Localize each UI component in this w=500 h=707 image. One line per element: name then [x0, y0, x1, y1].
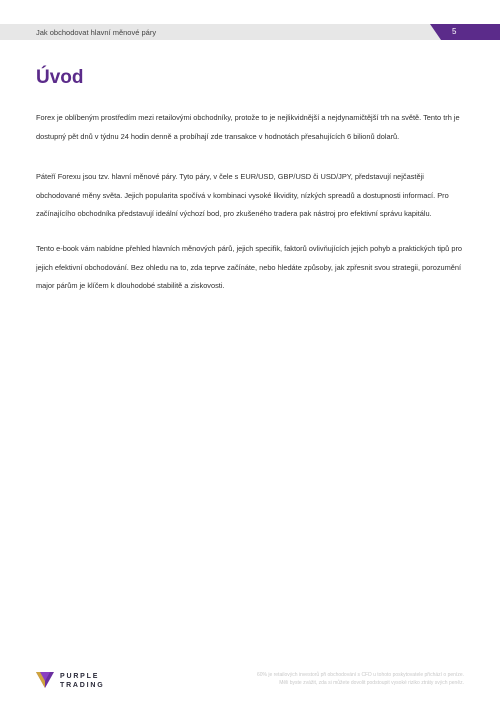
risk-disclaimer-line2: Měli byste zvážit, zda si můžete dovolit podstoupit vysoké riziko ztráty svých peněz. [279, 680, 464, 686]
page-number: 5 [452, 27, 457, 36]
paragraph-ebook-overview: Tento e-book vám nabídne přehled hlavních měnových párů, jejich specifik, faktorů ovlivňujících jejich pohyb a praktických tipů pro jejich efektivní obchodování. Bez ohledu na to, zda teprve začínáte, nebo hledáte způsoby, jak zpřesnit svou strategii, porozumění major párům je klíčem k dlouhodobé stabilitě a ziskovosti. [36, 244, 463, 291]
risk-disclaimer-line1: 60% je retailových investorů při obchodování s CFD u tohoto poskytovatele přichází o peníze. [256, 672, 464, 678]
document-title: Jak obchodovat hlavní měnové páry [36, 28, 157, 37]
risk-disclaimer [190, 671, 464, 687]
logo-triangle-icon [36, 672, 54, 688]
paragraph-intro-forex: Forex je oblíbeným prostředím mezi retailovými obchodníky, protože to je nejlikvidnější a nejdynamičtější trh na světě. Tento trh je dostupný pět dnů v týdnu 24 hodin denně a probíhají zde transakce v hodnotách přesahujících 6 bilionů dolarů. [36, 113, 460, 141]
logo-text-line1: PURPLE [60, 673, 100, 680]
paragraph-major-pairs: Páteří Forexu jsou tzv. hlavní měnové páry. Tyto páry, v čele s EUR/USD, GBP/USD či USD/JPY, představují nejčastěji obchodované měny světa. Jejich popularita spočívá v kombinaci vysoké likvidity, nízkých spreadů a dostupnosti informací. Pro začínajícího obchodníka představují ideální výchozí bod, pro zkušeného tradera pak nástroj pro efektivní správu kapitálu. [36, 172, 449, 219]
section-title: Úvod [36, 67, 84, 88]
purple-trading-logo [36, 670, 126, 694]
logo-text-line2: TRADING [60, 682, 105, 689]
page-number-tab [430, 24, 500, 40]
